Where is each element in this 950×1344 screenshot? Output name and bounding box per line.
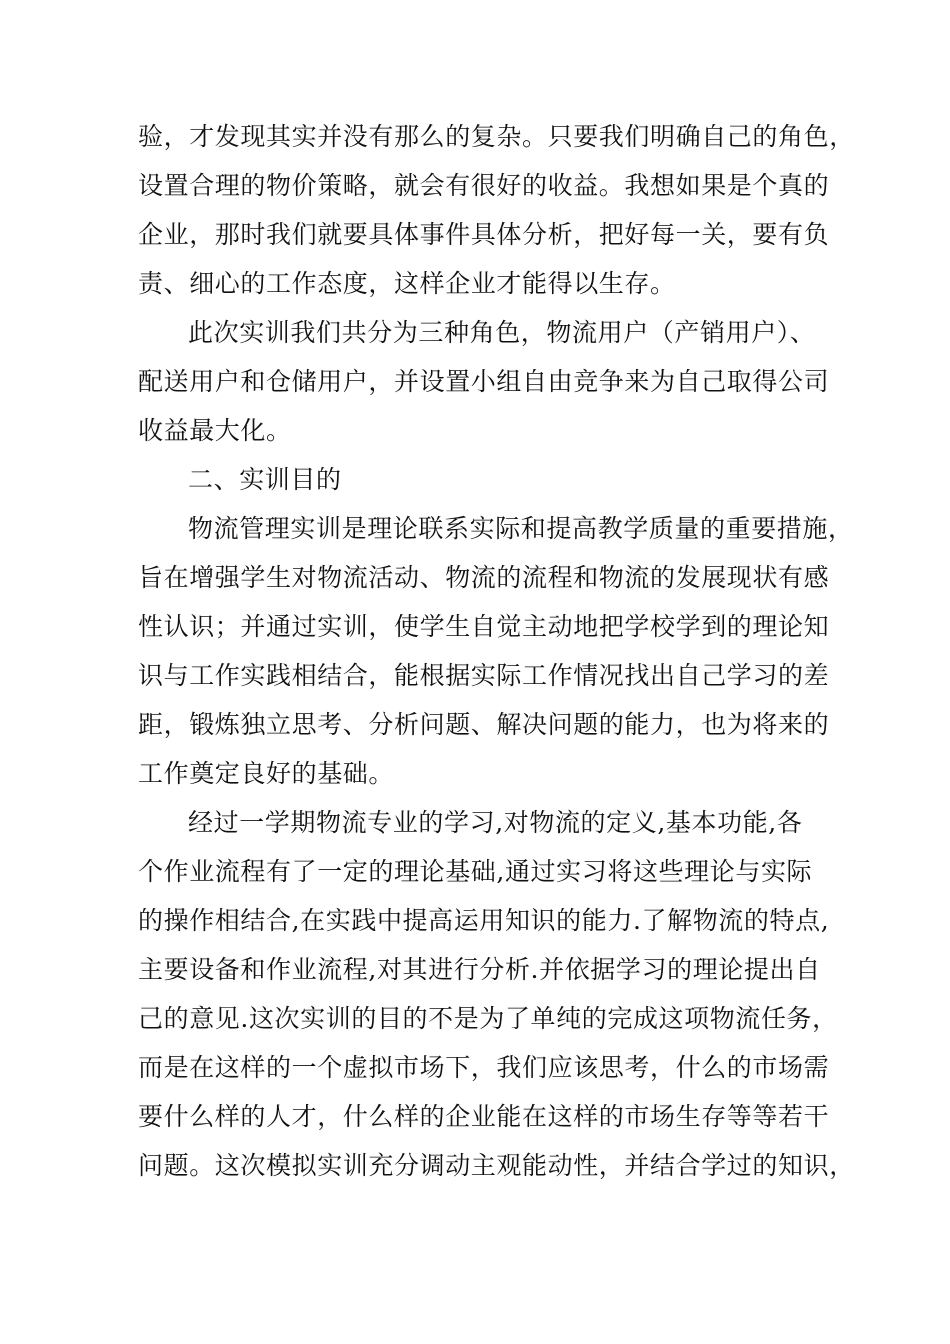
paragraph-line: 的操作相结合,在实践中提高运用知识的能力.了解物流的特点, (138, 906, 830, 935)
paragraph-line: 己的意见.这次实训的目的不是为了单纯的完成这项物流任务， (138, 1004, 838, 1033)
paragraph-line: 主要设备和作业流程,对其进行分析.并依据学习的理论提出自 (138, 955, 821, 984)
paragraph-line: 此次实训我们共分为三种角色，物流用户（产销用户）、 (188, 318, 816, 347)
paragraph-line: 设置合理的物价策略，就会有很好的收益。我想如果是个真的 (138, 171, 830, 200)
paragraph-line: 识与工作实践相结合，能根据实际工作情况找出自己学习的差 (138, 661, 830, 690)
paragraph-line: 收益最大化。 (138, 416, 292, 445)
paragraph-line: 责、细心的工作态度，这样企业才能得以生存。 (138, 269, 676, 298)
paragraph-line: 配送用户和仓储用户，并设置小组自由竞争来为自己取得公司 (138, 367, 830, 396)
paragraph-line: 要什么样的人才，什么样的企业能在这样的市场生存等等若干 (138, 1102, 830, 1131)
document-body (138, 112, 855, 1190)
paragraph-line: 经过一学期物流专业的学习,对物流的定义,基本功能,各 (188, 808, 803, 837)
section-heading: 二、实训目的 (188, 465, 342, 494)
paragraph-line: 企业，那时我们就要具体事件具体分析，把好每一关，要有负 (138, 220, 830, 249)
paragraph-line: 工作奠定良好的基础。 (138, 759, 395, 788)
paragraph-line: 而是在这样的一个虚拟市场下，我们应该思考，什么的市场需 (138, 1053, 830, 1082)
paragraph-line: 物流管理实训是理论联系实际和提高教学质量的重要措施， (188, 514, 854, 543)
paragraph-line: 验，才发现其实并没有那么的复杂。只要我们明确自己的角色， (138, 122, 855, 151)
paragraph-line: 旨在增强学生对物流活动、物流的流程和物流的发展现状有感 (138, 563, 830, 592)
paragraph-line: 个作业流程有了一定的理论基础,通过实习将这些理论与实际 (138, 857, 813, 886)
paragraph-line: 距，锻炼独立思考、分析问题、解决问题的能力，也为将来的 (138, 710, 830, 739)
paragraph-line: 问题。这次模拟实训充分调动主观能动性，并结合学过的知识， (138, 1151, 855, 1180)
paragraph-line: 性认识；并通过实训，使学生自觉主动地把学校学到的理论知 (138, 612, 830, 641)
